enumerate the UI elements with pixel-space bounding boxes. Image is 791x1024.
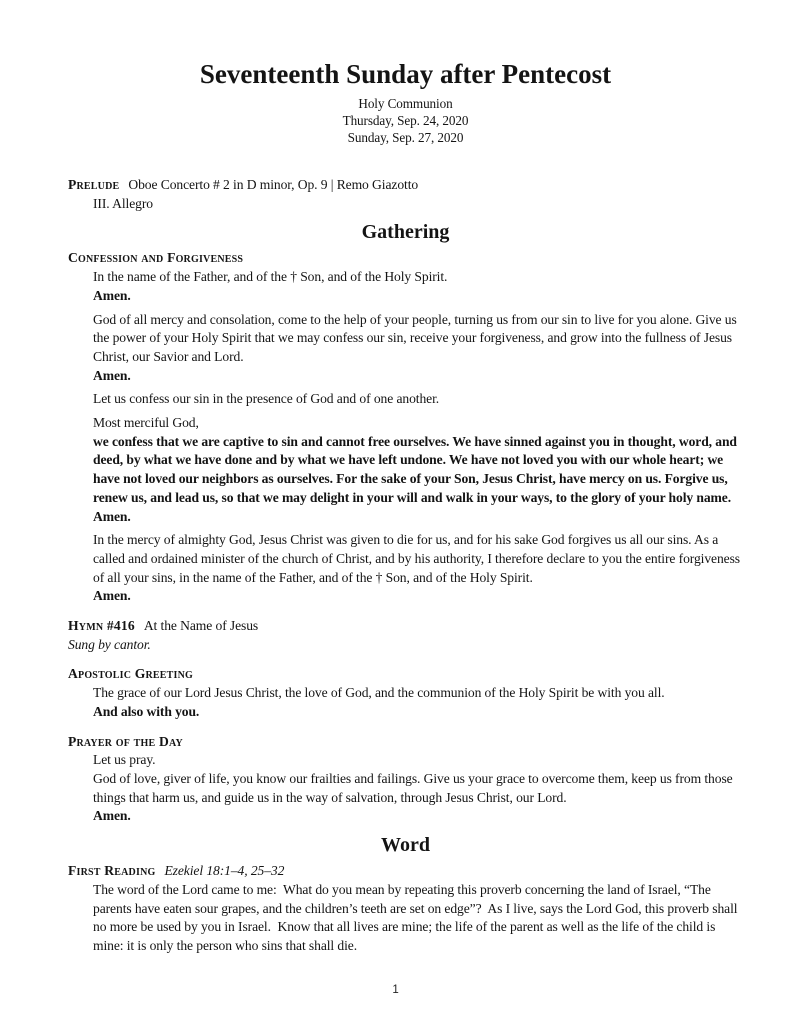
prayer-paragraph xyxy=(93,751,743,826)
hymn-line xyxy=(68,617,743,636)
apostolic-greeting-body xyxy=(93,684,743,721)
prayer-text: God of love, giver of life, you know our frailties and failings. Give us your grace to overcome them, keep us from those things that harm us, and guide us in the way of salvation, through Jesus Christ, our Lord. xyxy=(93,770,736,805)
service-type: Holy Communion xyxy=(358,96,453,111)
hymn-note: Sung by cantor. xyxy=(68,636,151,652)
prelude-line xyxy=(68,176,743,195)
invocation-paragraph xyxy=(93,268,743,305)
confession-invitation-paragraph xyxy=(93,390,743,409)
hymn-section xyxy=(68,617,743,654)
apostolic-greeting-label: Apostolic Greeting xyxy=(68,666,194,682)
masthead xyxy=(68,58,743,146)
amen-response: Amen. xyxy=(93,588,131,604)
first-reading-reference: Ezekiel 18:1–4, 25–32 xyxy=(164,863,285,879)
prelude-label: Prelude xyxy=(68,177,120,192)
word-heading: Word xyxy=(381,834,430,857)
first-reading-text: The word of the Lord came to me: What do you mean by repeating this proverb concerning the land of Israel, “The parents have eaten sour grapes, and the children’s teeth are set on edge”? As I live, says the Lord God, this proverb shall no more be used by you in Israel. Know that all lives are mine; the life of the parent as well as the life of the child is mine: it is only the person who sins that shall die. xyxy=(93,881,741,953)
absolution-paragraph xyxy=(93,531,743,606)
amen-response: Amen. xyxy=(93,367,131,383)
confession-prayer-paragraph xyxy=(93,414,743,526)
first-reading-paragraph xyxy=(93,881,743,956)
page-footer xyxy=(0,981,791,1000)
greeting-response: And also with you. xyxy=(93,703,200,719)
amen-response: Amen. xyxy=(93,287,131,303)
absolution-text: In the mercy of almighty God, Jesus Christ was given to die for us, and for his sake God forgives us all our sins. As a called and ordained minister of the church of Christ, and by his authority, I therefore declare to you the entire forgiveness of all your sins, in the name of the Father, and of the † Son, and of the Holy Spirit. xyxy=(93,532,744,585)
confession-section xyxy=(68,249,743,606)
prelude-movement: III. Allegro xyxy=(93,195,153,211)
prelude-piece: Oboe Concerto # 2 in D minor, Op. 9 | Remo Giazotto xyxy=(128,177,419,192)
first-reading-section xyxy=(68,862,743,956)
first-reading-line xyxy=(68,862,743,881)
service-date-sunday: Sunday, Sep. 27, 2020 xyxy=(347,130,464,145)
page-title: Seventeenth Sunday after Pentecost xyxy=(199,59,612,89)
confession-invitation-text: Let us confess our sin in the presence of God and of one another. xyxy=(93,391,440,407)
page-number: 1 xyxy=(392,984,399,997)
prayer-of-day-body xyxy=(93,751,743,826)
first-reading-label: First Reading xyxy=(68,863,156,879)
apostolic-greeting-section xyxy=(68,665,743,721)
mercy-prayer-paragraph xyxy=(93,311,743,386)
confession-intro-text: Most merciful God, xyxy=(93,415,199,431)
invocation-text: In the name of the Father, and of the † Son, and of the Holy Spirit. xyxy=(93,269,448,285)
greeting-paragraph xyxy=(93,684,743,721)
gathering-heading: Gathering xyxy=(361,221,450,244)
first-reading-body xyxy=(93,881,743,956)
prayer-of-day-section xyxy=(68,733,743,827)
confession-label: Confession and Forgiveness xyxy=(68,250,244,266)
greeting-text: The grace of our Lord Jesus Christ, the love of God, and the communion of the Holy Spirit be with you all. xyxy=(93,685,665,701)
hymn-title: At the Name of Jesus xyxy=(143,618,259,634)
prayer-of-day-label: Prayer of the Day xyxy=(68,733,183,749)
confession-prayer-text: we confess that we are captive to sin and cannot free ourselves. We have sinned against you in thought, word, and deed, by what we have done and by what we have left undone. We have not loved you with our whole heart; we have not loved our neighbors as ourselves. For the sake of your Son, Jesus Christ, have mercy on us. Forgive us, renew us, and lead us, so that we may delight in your will and walk in your ways, to the glory of your holy name. xyxy=(93,433,741,505)
prayer-invite-text: Let us pray. xyxy=(93,752,156,768)
mercy-prayer-text: God of all mercy and consolation, come to the help of your people, turning us from our sin to live for you alone. Give us the power of your Holy Spirit that we may confess our sin, receive your forgiveness, and grow into the fullness of Jesus Christ, our Savior and Lord. xyxy=(93,311,740,364)
confession-body xyxy=(93,268,743,606)
amen-response: Amen. xyxy=(93,808,131,824)
hymn-label: Hymn #416 xyxy=(68,618,135,634)
service-date-thursday: Thursday, Sep. 24, 2020 xyxy=(342,113,469,128)
amen-response: Amen. xyxy=(93,508,131,524)
